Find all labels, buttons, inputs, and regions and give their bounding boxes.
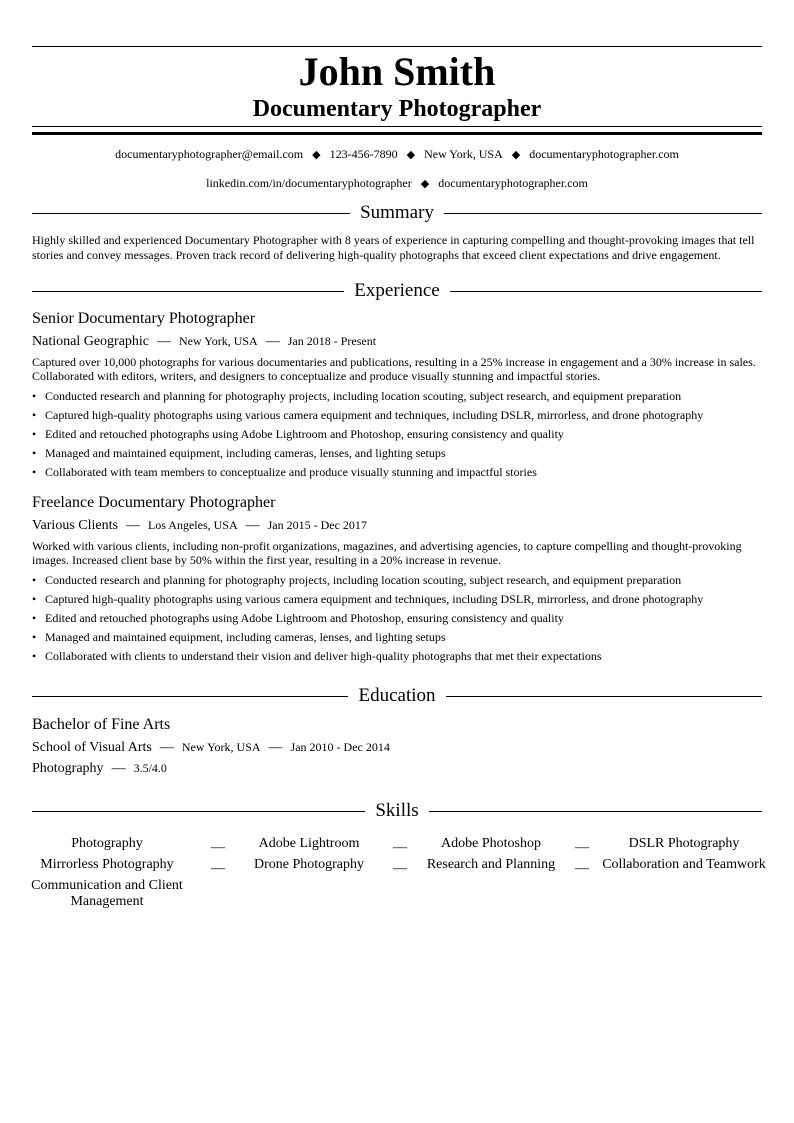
bullet-text: Managed and maintained equipment, including cameras, lenses, and lighting setups: [45, 446, 446, 460]
bullet-text: Edited and retouched photographs using Adobe Lightroom and Photoshop, ensuring consistency and quality: [45, 611, 564, 625]
contact-location: New York, USA: [424, 147, 503, 161]
contact-email[interactable]: documentaryphotographer@email.com: [115, 147, 304, 161]
education-section-heading: [32, 685, 762, 707]
heading-rule: [32, 291, 344, 292]
bullet-icon: •: [32, 389, 37, 403]
skill-separator: —: [575, 861, 589, 876]
diamond-separator-icon: ◆: [406, 149, 416, 161]
job-role: Senior Documentary Photographer: [32, 310, 256, 327]
skill-item: Communication and Client Management: [31, 878, 183, 909]
experience-section-heading: [32, 280, 762, 302]
experience-heading: Experience: [354, 280, 440, 301]
edu-dates: Jan 2010 - Dec 2014: [290, 740, 390, 754]
header-double-rule: [32, 126, 762, 135]
bullet-text: Collaborated with clients to understand their vision and deliver high-quality photographs that met their expectations: [45, 649, 602, 663]
list-item: [32, 425, 762, 444]
bullet-icon: •: [32, 408, 37, 422]
skill-item: Collaboration and Teamwork: [602, 857, 766, 872]
skill-separator: —: [393, 861, 407, 876]
job-dates: Jan 2015 - Dec 2017: [267, 518, 367, 532]
job-location: New York, USA: [179, 334, 258, 348]
dash-separator: —: [125, 518, 140, 533]
resume-page: [31, 46, 766, 910]
contact-website-2[interactable]: documentaryphotographer.com: [438, 176, 588, 190]
dash-separator: —: [159, 740, 174, 755]
summary-text: Highly skilled and experienced Documentary Photographer with 8 years of experience in capturing compelling and thought-provoking images that tell stories and convey messages. Proven track record of delivering high-quality photographs that exceed client expectations and drive engagement.: [32, 233, 755, 262]
summary-heading: Summary: [360, 202, 434, 223]
heading-rule: [32, 811, 365, 812]
summary-section-heading: [32, 202, 762, 224]
bullet-icon: •: [32, 592, 37, 606]
list-item: [32, 571, 762, 590]
job-description: Captured over 10,000 photographs for various documentaries and publications, resulting in a 25% increase in engagement and a 30% increase in sales. Collaborated with editors, writers, and designers to conceptualize and produce visually stunning and impactful stories.: [32, 355, 756, 383]
edu-degree: Bachelor of Fine Arts: [32, 716, 171, 733]
skill-separator: —: [575, 840, 589, 855]
header-top-rule: [32, 46, 762, 47]
job-bullet-list: [32, 571, 762, 666]
diamond-separator-icon: ◆: [312, 149, 321, 161]
job-meta: [32, 331, 762, 352]
list-item: [32, 590, 762, 609]
job-entry: [32, 309, 762, 482]
heading-rule: [32, 696, 348, 697]
diamond-separator-icon: ◆: [511, 149, 521, 161]
heading-rule: [444, 213, 762, 214]
bullet-icon: •: [32, 573, 37, 587]
skill-item: Mirrorless Photography: [40, 857, 174, 872]
job-company: Various Clients: [32, 518, 118, 533]
bullet-icon: •: [32, 630, 37, 644]
contact-line-2: [32, 176, 762, 191]
skill-item: DSLR Photography: [628, 836, 740, 851]
edu-location: New York, USA: [181, 740, 261, 754]
list-item: [32, 463, 762, 482]
list-item: [32, 609, 762, 628]
skill-item: Research and Planning: [426, 857, 556, 872]
list-item: [32, 444, 762, 463]
dash-separator: —: [157, 334, 172, 349]
bullet-text: Captured high-quality photographs using various camera equipment and techniques, including DSLR, mirrorless, and drone photography: [45, 408, 704, 422]
job-description: Worked with various clients, including non-profit organizations, magazines, and advertising agencies, to capture compelling and thought-provoking images. Increased client base by 50% within the first year, resulting in a 20% increase in revenue.: [32, 539, 742, 567]
skill-item: Adobe Photoshop: [441, 836, 541, 851]
dash-separator: —: [111, 761, 126, 776]
job-entry: [32, 493, 762, 666]
dash-separator: —: [268, 740, 283, 755]
skill-item: Photography: [71, 836, 143, 851]
dash-separator: —: [245, 518, 260, 533]
diamond-separator-icon: ◆: [420, 178, 430, 190]
edu-school-line: [32, 737, 762, 758]
edu-field-line: [32, 758, 762, 779]
list-item: [32, 647, 762, 666]
skill-separator: —: [211, 840, 225, 855]
contact-line-1: [32, 147, 762, 162]
education-entry: [32, 715, 762, 779]
list-item: [32, 406, 762, 425]
skill-item: Drone Photography: [253, 857, 365, 872]
candidate-title: Documentary Photographer: [252, 96, 542, 122]
job-location: Los Angeles, USA: [147, 518, 238, 532]
contact-linkedin[interactable]: linkedin.com/in/documentaryphotographer: [206, 176, 412, 190]
job-dates: Jan 2018 - Present: [287, 334, 377, 348]
list-item: [32, 628, 762, 647]
job-company: National Geographic: [32, 334, 150, 349]
heading-rule: [446, 696, 762, 697]
bullet-icon: •: [32, 649, 37, 663]
bullet-icon: •: [32, 427, 37, 441]
job-role: Freelance Documentary Photographer: [32, 494, 276, 511]
candidate-name: John Smith: [298, 49, 496, 94]
bullet-text: Conducted research and planning for photography projects, including location scouting, subject research, and equipment preparation: [45, 573, 682, 587]
skills-grid: [16, 836, 766, 910]
job-bullet-list: [32, 387, 762, 482]
heading-rule: [450, 291, 762, 292]
bullet-text: Captured high-quality photographs using various camera equipment and techniques, including DSLR, mirrorless, and drone photography: [45, 592, 704, 606]
heading-rule: [429, 811, 762, 812]
contact-website[interactable]: documentaryphotographer.com: [529, 147, 679, 161]
skills-heading: Skills: [375, 800, 419, 821]
bullet-text: Conducted research and planning for photography projects, including location scouting, subject research, and equipment preparation: [45, 389, 682, 403]
bullet-icon: •: [32, 611, 37, 625]
bullet-text: Edited and retouched photographs using Adobe Lightroom and Photoshop, ensuring consistency and quality: [45, 427, 564, 441]
skill-separator: —: [393, 840, 407, 855]
edu-gpa: 3.5/4.0: [133, 761, 167, 775]
bullet-icon: •: [32, 446, 37, 460]
heading-rule: [32, 213, 350, 214]
job-meta: [32, 515, 762, 536]
dash-separator: —: [265, 334, 280, 349]
bullet-text: Collaborated with team members to conceptualize and produce visually stunning and impactful stories: [45, 465, 537, 479]
list-item: [32, 387, 762, 406]
contact-phone[interactable]: 123-456-7890: [329, 147, 398, 161]
education-heading: Education: [358, 685, 436, 706]
edu-school: School of Visual Arts: [32, 740, 152, 755]
bullet-icon: •: [32, 465, 37, 479]
skills-section-heading: [32, 800, 762, 822]
bullet-text: Managed and maintained equipment, including cameras, lenses, and lighting setups: [45, 630, 446, 644]
skill-item: Adobe Lightroom: [258, 836, 360, 851]
edu-field: Photography: [32, 761, 104, 776]
skill-separator: —: [211, 861, 225, 876]
